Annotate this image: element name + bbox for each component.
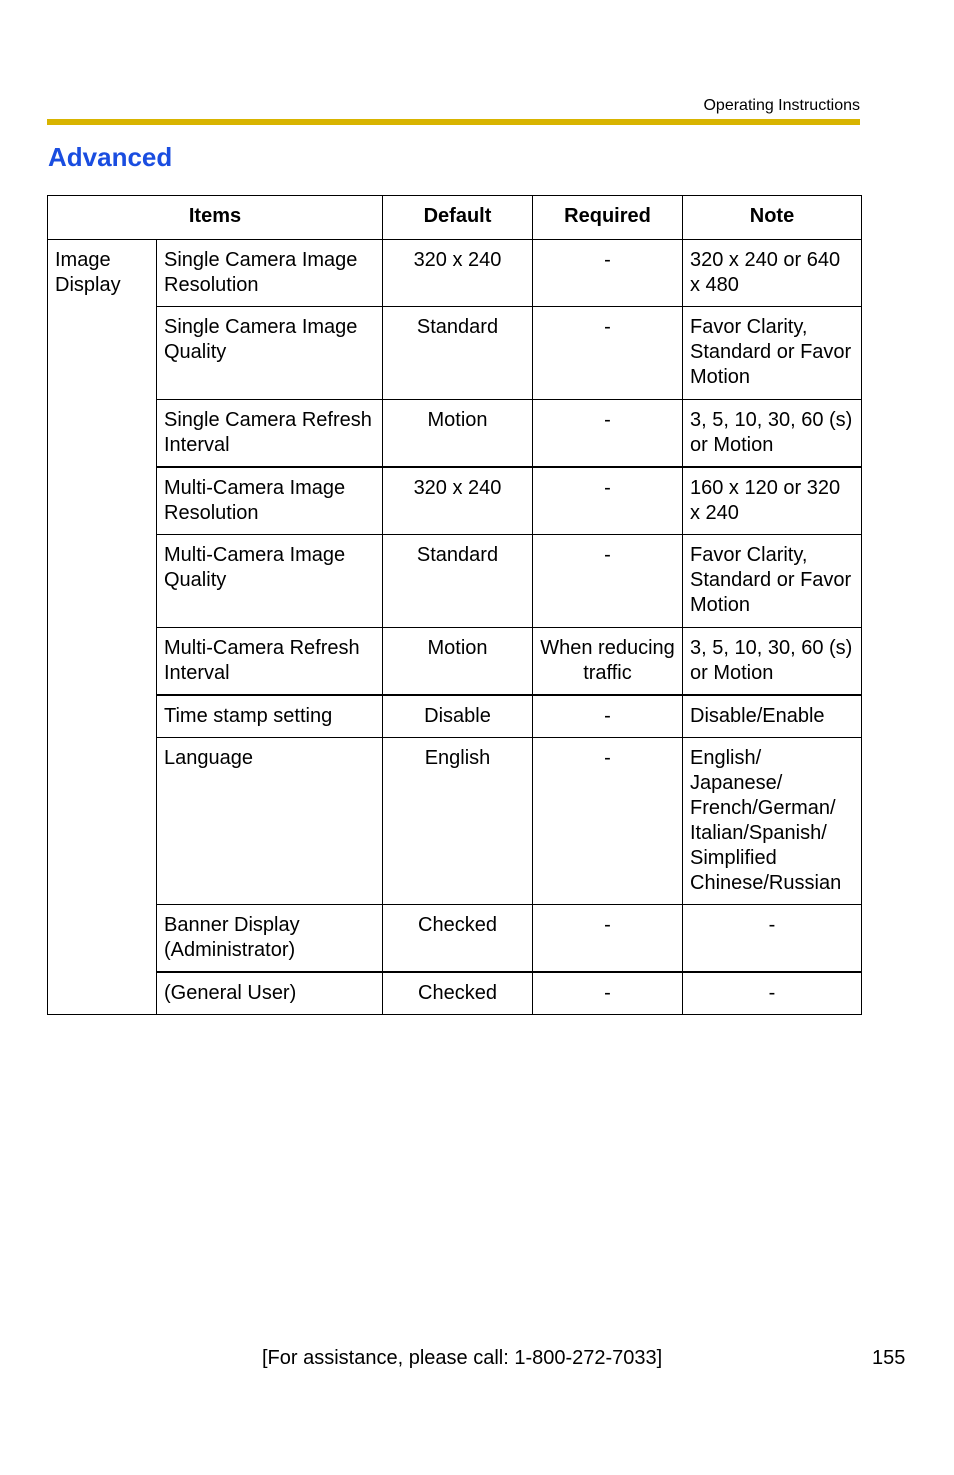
default-cell: Checked bbox=[383, 972, 533, 1015]
item-cell: Banner Display (Administrator) bbox=[157, 905, 383, 973]
table-row bbox=[48, 972, 862, 1015]
note-cell: Favor Clarity, Standard or Favor Motion bbox=[683, 535, 862, 628]
header-default: Default bbox=[383, 196, 533, 240]
item-cell: (General User) bbox=[157, 972, 383, 1015]
required-cell: - bbox=[533, 695, 683, 738]
required-cell: - bbox=[533, 467, 683, 535]
note-cell: 320 x 240 or 640 x 480 bbox=[683, 240, 862, 307]
header-items: Items bbox=[48, 196, 383, 240]
table-header-row bbox=[48, 196, 862, 240]
note-cell: - bbox=[683, 972, 862, 1015]
required-cell: - bbox=[533, 535, 683, 628]
table-row bbox=[48, 307, 862, 400]
required-cell: - bbox=[533, 972, 683, 1015]
default-cell: 320 x 240 bbox=[383, 240, 533, 307]
item-cell: Multi-Camera Image Quality bbox=[157, 535, 383, 628]
table-row bbox=[48, 240, 862, 307]
note-cell: Favor Clarity, Standard or Favor Motion bbox=[683, 307, 862, 400]
header-required: Required bbox=[533, 196, 683, 240]
default-cell: English bbox=[383, 738, 533, 905]
page-title: Advanced bbox=[48, 142, 173, 172]
default-cell: Motion bbox=[383, 400, 533, 468]
item-cell: Single Camera Refresh Interval bbox=[157, 400, 383, 468]
table-row bbox=[48, 628, 862, 696]
table-row bbox=[48, 905, 862, 973]
settings-table bbox=[47, 195, 862, 1015]
item-cell: Single Camera Image Resolution bbox=[157, 240, 383, 307]
header-rule bbox=[47, 119, 860, 125]
table-row bbox=[48, 400, 862, 468]
note-cell: 3, 5, 10, 30, 60 (s) or Motion bbox=[683, 628, 862, 696]
item-cell: Language bbox=[157, 738, 383, 905]
default-cell: Disable bbox=[383, 695, 533, 738]
note-cell: 3, 5, 10, 30, 60 (s) or Motion bbox=[683, 400, 862, 468]
running-header: Operating Instructions bbox=[703, 97, 860, 114]
required-cell: - bbox=[533, 240, 683, 307]
required-cell: - bbox=[533, 905, 683, 973]
default-cell: Standard bbox=[383, 307, 533, 400]
note-cell: English/ Japanese/ French/German/ Italian/Spanish/ Simplified Chinese/Russian bbox=[683, 738, 862, 905]
note-cell: 160 x 120 or 320 x 240 bbox=[683, 467, 862, 535]
table-row bbox=[48, 738, 862, 905]
table-row bbox=[48, 467, 862, 535]
default-cell: Standard bbox=[383, 535, 533, 628]
table-row bbox=[48, 535, 862, 628]
item-cell: Single Camera Image Quality bbox=[157, 307, 383, 400]
note-cell: Disable/Enable bbox=[683, 695, 862, 738]
default-cell: Motion bbox=[383, 628, 533, 696]
item-cell: Multi-Camera Refresh Interval bbox=[157, 628, 383, 696]
header-note: Note bbox=[683, 196, 862, 240]
required-cell: - bbox=[533, 400, 683, 468]
page-number: 155 bbox=[872, 1347, 906, 1369]
required-cell: - bbox=[533, 307, 683, 400]
group-cell: Image Display bbox=[48, 240, 157, 1015]
required-cell: When reducing traffic bbox=[533, 628, 683, 696]
item-cell: Multi-Camera Image Resolution bbox=[157, 467, 383, 535]
required-cell: - bbox=[533, 738, 683, 905]
assistance-footer: [For assistance, please call: 1-800-272-7033] bbox=[262, 1347, 663, 1369]
item-cell: Time stamp setting bbox=[157, 695, 383, 738]
default-cell: 320 x 240 bbox=[383, 467, 533, 535]
table-row bbox=[48, 695, 862, 738]
default-cell: Checked bbox=[383, 905, 533, 973]
note-cell: - bbox=[683, 905, 862, 973]
